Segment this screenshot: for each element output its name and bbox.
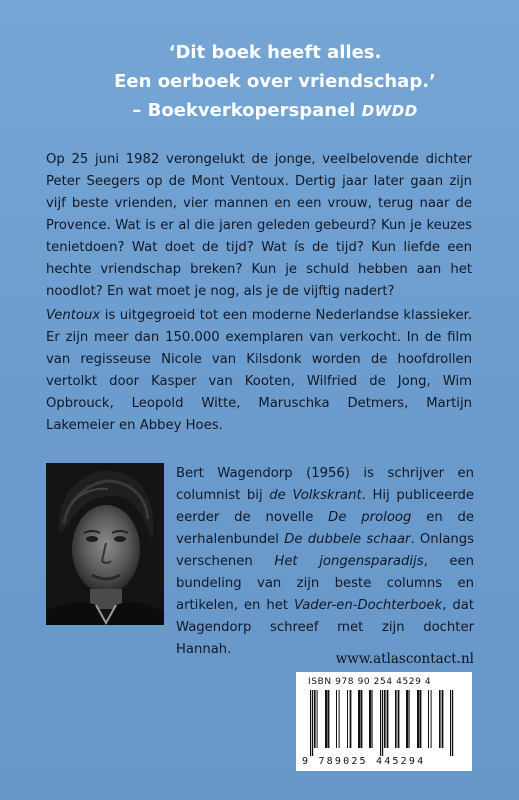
quote-attribution-text: – Boekverkoperspanel bbox=[132, 100, 356, 121]
bio-text-3: en de verhalenbundel bbox=[176, 510, 475, 547]
quote-attribution bbox=[40, 96, 510, 126]
bio-novella: De proloog bbox=[328, 510, 412, 525]
show-name: DWDD bbox=[361, 102, 418, 120]
author-bio bbox=[176, 463, 474, 661]
bio-book-2: Vader-en-Dochterboek bbox=[294, 598, 443, 613]
author-portrait bbox=[46, 463, 164, 625]
bio-text-6: , dat Wagendorp schreef met zijn dochter Hannah. bbox=[176, 598, 474, 657]
barcode bbox=[296, 672, 472, 771]
isbn-label: ISBN 978 90 254 4529 4 bbox=[308, 677, 432, 687]
bio-text-4: . Onlangs verschenen bbox=[176, 532, 475, 569]
bio-collection: De dubbele schaar bbox=[284, 532, 411, 547]
bio-book-1: Het jongensparadijs bbox=[274, 554, 424, 569]
quote-line-1: ‘Dit boek heeft alles. bbox=[168, 42, 382, 63]
bio-text-5: , een bundeling van zijn beste columns en artikelen, en het bbox=[176, 554, 474, 613]
bio-text-2: . Hij publiceerde eerder de novelle bbox=[176, 488, 474, 525]
blurb-paragraph-2-text: is uitgegroeid tot een moderne Nederlandse klassieker. Er zijn meer dan 150.000 exemplaren van verkocht. In de film van regisseuse Nicole van Kilsdonk worden de hoofdrollen vertolkt door Kasper van Kooten, Wilfried de Jong, Wim Opbrouck, Leopold Witte, Maruschka Detmers, Martijn Lakemeier en Abbey Hoes. bbox=[46, 308, 472, 433]
publisher-website[interactable]: www.atlascontact.nl bbox=[335, 651, 474, 667]
bio-newspaper: de Volkskrant bbox=[269, 488, 362, 503]
quote-line-2: Een oerboek over vriendschap.’ bbox=[114, 71, 436, 92]
barcode-digits: 9 789025 445294 bbox=[302, 756, 426, 767]
blurb-paragraph-2 bbox=[46, 305, 472, 437]
review-quote bbox=[40, 38, 510, 126]
barcode-bars bbox=[308, 690, 462, 756]
author-photo bbox=[46, 463, 164, 625]
bio-text-1: Bert Wagendorp (1956) is schrijver en columnist bij bbox=[176, 466, 474, 503]
blurb-paragraph-1: Op 25 juni 1982 verongelukt de jonge, veelbelovende dichter Peter Seegers op de Mont Ventoux. Dertig jaar later gaan zijn vijf beste vrienden, vier mannen en een vrouw, terug naar de Provence. Wat is er al die jaren geleden gebeurd? Kun je keuzes tenietdoen? Wat doet de tijd? Wat ís de tijd? Kun liefde een hechte vriendschap breken? Kun je schuld hebben aan het noodlot? En wat moet je nog, als je de vijftig nadert? bbox=[46, 152, 472, 299]
book-title: Ventoux bbox=[46, 308, 101, 323]
